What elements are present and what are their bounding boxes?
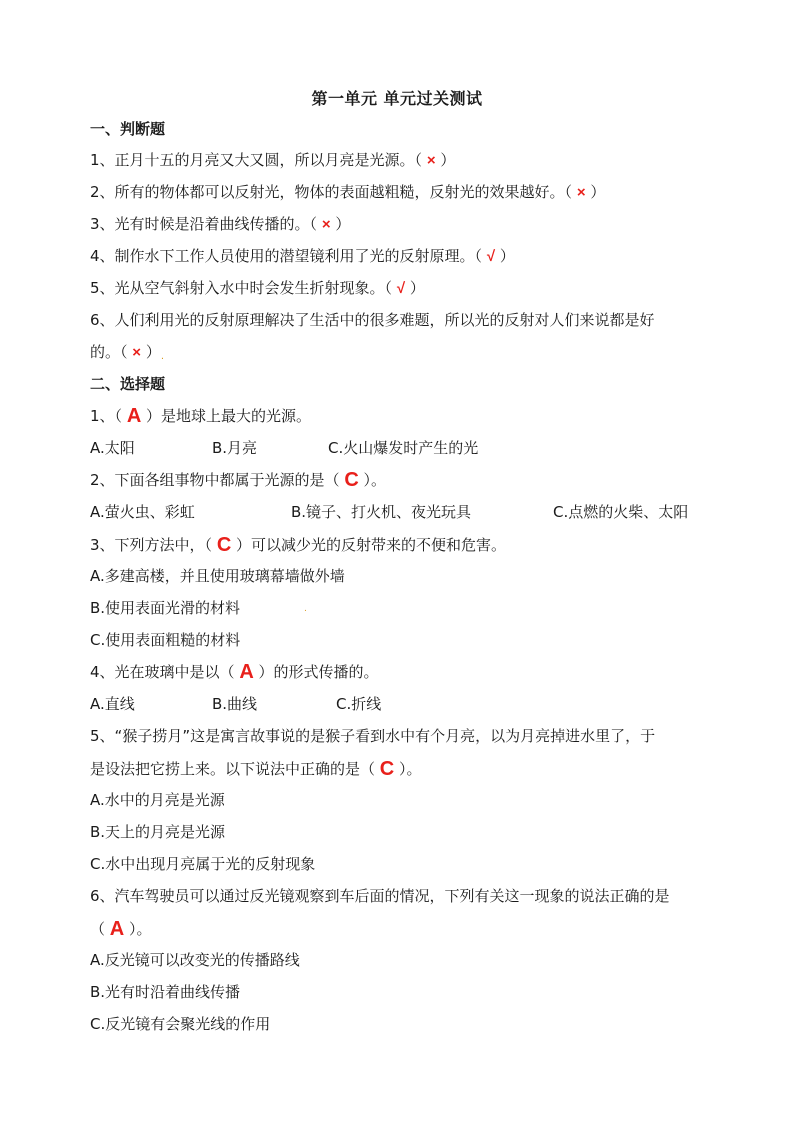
tf-question-1: 1、正月十五的月亮又大又圆，所以月亮是光源。（ × ） <box>90 149 455 172</box>
answer-letter: A <box>109 918 125 940</box>
answer-mark: × <box>321 216 331 233</box>
tf-question-3: 3、光有时候是沿着曲线传播的。（ × ） <box>90 213 350 236</box>
mc-question-5-line-1: 5、“猴子捞月”这是寓言故事说的是猴子看到水中有个月亮，以为月亮掉进水里了，于 <box>90 727 656 745</box>
option: C.折线 <box>336 695 382 713</box>
mc-question-6-line-1: 6、汽车驾驶员可以通过反光镜观察到车后面的情况，下列有关这一现象的说法正确的是 <box>90 887 670 905</box>
mc-question-4-options <box>90 693 381 715</box>
mc-question-5-option-c: C.水中出现月亮属于光的反射现象 <box>90 855 316 873</box>
option: A.太阳 <box>90 439 135 457</box>
section-heading-true-false: 一、判断题 <box>90 120 166 138</box>
mc-question-5-option-b: B.天上的月亮是光源 <box>90 823 226 841</box>
mc-question-6-option-b: B.光有时沿着曲线传播 <box>90 983 241 1001</box>
option: B.镜子、打火机、夜光玩具 <box>291 503 472 521</box>
option: C.火山爆发时产生的光 <box>328 439 479 457</box>
stray-dot: . <box>160 351 165 362</box>
answer-mark: √ <box>486 248 496 265</box>
tf-question-6-line-1: 6、人们利用光的反射原理解决了生活中的很多难题，所以光的反射对人们来说都是好 <box>90 311 655 329</box>
section-heading-multiple-choice: 二、选择题 <box>90 375 166 393</box>
mc-question-2: 2、下面各组事物中都属于光源的是（ C ）。 <box>90 469 387 491</box>
answer-letter: C <box>344 469 359 491</box>
stray-dot: . <box>304 604 307 614</box>
mc-question-3-option-b: B.使用表面光滑的材料 <box>90 599 241 617</box>
mc-question-2-options <box>90 501 688 523</box>
option: A.直线 <box>90 695 135 713</box>
mc-question-4: 4、光在玻璃中是以（ A ）的形式传播的。 <box>90 661 379 683</box>
option: A.萤火虫、彩虹 <box>90 503 195 521</box>
answer-letter: C <box>216 534 232 556</box>
mc-question-6-option-c: C.反光镜有会聚光线的作用 <box>90 1015 271 1033</box>
mc-question-6-line-2: （ A ）。 <box>90 918 152 940</box>
answer-mark: × <box>426 152 436 169</box>
answer-mark: × <box>132 344 142 361</box>
answer-mark: × <box>576 184 586 201</box>
mc-question-5-option-a: A.水中的月亮是光源 <box>90 791 225 809</box>
page-title: 第一单元 单元过关测试 <box>311 89 483 108</box>
mc-question-1-options <box>90 437 478 459</box>
tf-question-5: 5、光从空气斜射入水中时会发生折射现象。（ √ ） <box>90 277 425 300</box>
option: C.点燃的火柴、太阳 <box>553 503 689 521</box>
mc-question-3: 3、下列方法中，（ C ）可以减少光的反射带来的不便和危害。 <box>90 534 507 556</box>
mc-question-6-option-a: A.反光镜可以改变光的传播路线 <box>90 951 300 969</box>
mc-question-5-line-2: 是设法把它捞上来。以下说法中正确的是（ C ）。 <box>90 758 422 780</box>
option: B.月亮 <box>212 439 258 457</box>
tf-question-4: 4、制作水下工作人员使用的潜望镜利用了光的反射原理。（ √ ） <box>90 245 515 268</box>
mc-question-1: 1、（ A ）是地球上最大的光源。 <box>90 405 312 427</box>
answer-letter: A <box>239 661 254 683</box>
answer-letter: C <box>379 758 395 780</box>
mc-question-3-option-c: C.使用表面粗糙的材料 <box>90 631 241 649</box>
tf-question-2: 2、所有的物体都可以反射光，物体的表面越粗糙，反射光的效果越好。（ × ） <box>90 181 605 204</box>
answer-letter: A <box>126 405 142 427</box>
option: B.曲线 <box>212 695 258 713</box>
answer-mark: √ <box>396 280 406 297</box>
tf-question-6-line-2: 的。（ × ）. <box>90 343 165 362</box>
mc-question-3-option-a: A.多建高楼，并且使用玻璃幕墙做外墙 <box>90 567 345 585</box>
